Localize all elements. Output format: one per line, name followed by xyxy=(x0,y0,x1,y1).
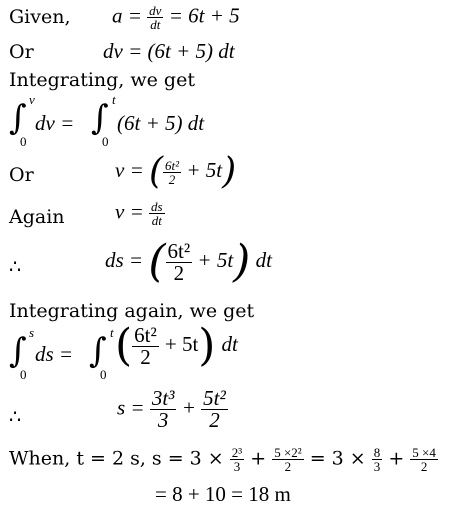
two-cubed-over-3 xyxy=(230,446,244,473)
final-answer: = 8 + 10 = 18 m xyxy=(155,482,291,506)
five-times-four: 5 ×4 xyxy=(412,445,436,460)
given-label: Given, xyxy=(9,6,71,28)
dv-equation: dv = (6t + 5) dt xyxy=(103,39,235,63)
ds-equals: ds = xyxy=(105,247,144,272)
lower-limit-0-b: 0 xyxy=(102,134,109,149)
displacement-equation xyxy=(117,388,228,431)
dt-tail: dt xyxy=(255,247,272,272)
dt-denominator: dt xyxy=(150,17,161,32)
denominator-2-d: 2 xyxy=(209,408,220,432)
again-label: Again xyxy=(9,206,65,228)
substitution-line xyxy=(9,446,438,473)
therefore-symbol-2: ∴ xyxy=(9,406,22,428)
integrating-text: Integrating, we get xyxy=(9,69,195,91)
plus-5t-b: + 5t xyxy=(197,247,234,272)
denominator-2: 2 xyxy=(168,171,176,187)
plus-sign-3: + xyxy=(388,447,405,470)
or-label-2: Or xyxy=(9,164,34,186)
accel-rhs: = 6t + 5 xyxy=(168,3,240,28)
integral-sign-3: ∫ xyxy=(9,331,27,371)
three-t-cubed-over-3 xyxy=(150,388,177,431)
ds-numerator: ds xyxy=(151,199,163,214)
v-equals-2: v = xyxy=(115,199,144,224)
left-paren-3: ( xyxy=(115,320,133,371)
six-t-squared-c: 6t² xyxy=(134,322,157,347)
left-paren-2: ( xyxy=(148,236,166,287)
denominator-3: 3 xyxy=(157,408,169,432)
six-t-sq-over-2-b xyxy=(166,238,193,285)
plus-5t-c: + 5t xyxy=(164,332,199,356)
acceleration-equation xyxy=(112,4,240,31)
velocity-equation xyxy=(115,151,237,192)
dv-dt-fraction xyxy=(147,4,163,31)
upper-limit-s: s xyxy=(29,325,35,340)
v-equals: v = xyxy=(115,157,144,182)
five-t-sq-over-2 xyxy=(201,388,228,431)
denominator-2-e: 2 xyxy=(284,459,292,474)
integrand-6t-plus-5: (6t + 5) dt xyxy=(117,111,205,135)
five-t-squared: 5t² xyxy=(203,386,226,410)
ds-equals-2: ds = xyxy=(35,342,74,366)
lower-limit-0-c: 0 xyxy=(20,367,27,382)
upper-limit-v: v xyxy=(29,92,35,107)
plus-5t: + 5t xyxy=(186,157,223,182)
denominator-2-c: 2 xyxy=(140,344,151,369)
lower-limit-0-d: 0 xyxy=(100,367,107,382)
ds-equation xyxy=(105,236,272,287)
integral-sign-1: ∫ xyxy=(9,98,27,138)
v-ds-dt-equation xyxy=(115,200,165,227)
denominator-2-b: 2 xyxy=(173,260,185,285)
six-t-sq-over-2-c xyxy=(132,322,159,369)
equals-3-times: = 3 × xyxy=(309,447,366,470)
dt-tail-2: dt xyxy=(221,332,238,356)
upper-limit-t-b: t xyxy=(110,325,114,340)
denominator-2-f: 2 xyxy=(420,459,428,474)
eight: 8 xyxy=(373,445,381,460)
five-times-two-sq-over-2 xyxy=(272,446,303,473)
upper-limit-t-a: t xyxy=(112,92,116,107)
when-t-equals-2: When, t = 2 s, s = 3 × xyxy=(9,447,224,470)
s-equals: s = xyxy=(117,395,145,420)
lower-limit-0-a: 0 xyxy=(20,134,27,149)
six-t-squared: 6t² xyxy=(165,157,180,173)
two-cubed: 2³ xyxy=(231,445,243,460)
five-times-four-over-2 xyxy=(410,446,438,473)
accel-lhs: a = xyxy=(112,3,142,28)
integrating-again-text: Integrating again, we get xyxy=(9,300,255,322)
integrand-2 xyxy=(115,320,238,371)
right-paren: ) xyxy=(222,151,237,192)
three-t-cubed: 3t³ xyxy=(151,386,175,410)
six-t-squared-b: 6t² xyxy=(167,238,191,263)
integral-equation-1 xyxy=(9,93,249,149)
integral-sign-2: ∫ xyxy=(91,98,109,138)
dt-denominator-2: dt xyxy=(151,213,162,228)
denominator-3-c: 3 xyxy=(373,459,381,474)
or-label-1: Or xyxy=(9,41,34,63)
dv-equals: dv = xyxy=(35,111,75,135)
dv-numerator: dv xyxy=(149,3,162,18)
eight-over-3 xyxy=(372,446,383,473)
right-paren-2: ) xyxy=(233,236,251,287)
denominator-3-b: 3 xyxy=(233,459,241,474)
plus-sign-2: + xyxy=(250,447,267,470)
integral-equation-2 xyxy=(9,320,269,386)
six-t-sq-over-2 xyxy=(163,159,181,186)
integral-sign-4: ∫ xyxy=(89,331,107,371)
five-times-two-squared: 5 ×2² xyxy=(274,445,302,460)
ds-dt-fraction xyxy=(149,200,165,227)
left-paren: ( xyxy=(149,151,164,192)
plus-sign: + xyxy=(181,395,196,420)
right-paren-3: ) xyxy=(198,320,216,371)
therefore-symbol-1: ∴ xyxy=(9,256,22,278)
